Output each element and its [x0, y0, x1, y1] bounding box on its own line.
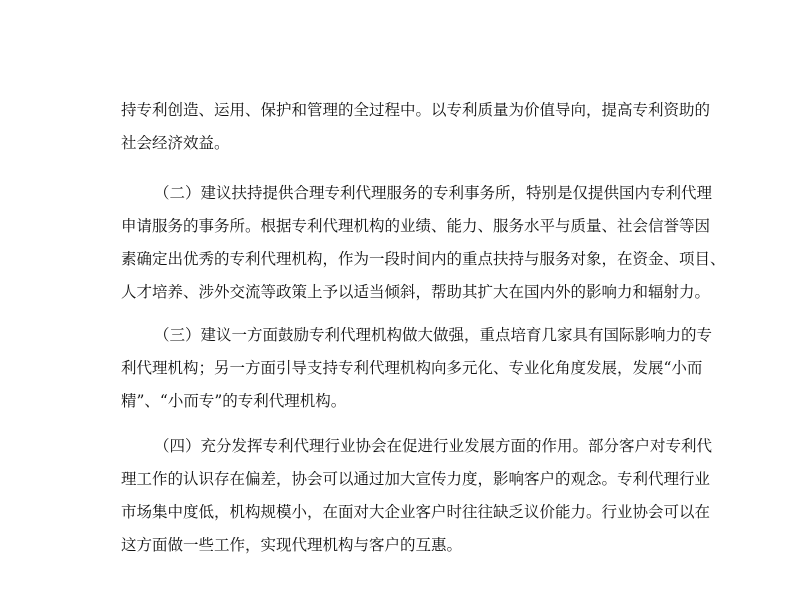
text-line: 利代理机构；另一方面引导支持专利代理机构向多元化、专业化角度发展，发展“小而 [121, 359, 703, 377]
text-line: （三）建议一方面鼓励专利代理机构做大做强，重点培育几家具有国际影响力的专 [154, 326, 713, 344]
text-line: 理工作的认识存在偏差，协会可以通过加大宣传力度，影响客户的观念。专利代理行业 [121, 470, 711, 488]
text-line: 精”、“小而专”的专利代理机构。 [121, 392, 347, 410]
text-line: 这方面做一些工作，实现代理机构与客户的互惠。 [121, 536, 463, 554]
text-line: 素确定出优秀的专利代理机构，作为一段时间内的重点扶持与服务对象，在资金、项目、 [121, 250, 726, 268]
text-line: （二）建议扶持提供合理专利代理服务的专利事务所，特别是仅提供国内专利代理 [154, 184, 713, 202]
text-line: 人才培养、涉外交流等政策上予以适当倾斜，帮助其扩大在国内外的影响力和辐射力。 [121, 283, 711, 301]
text-line: （四）充分发挥专利代理行业协会在促进行业发展方面的作用。部分客户对专利代 [154, 437, 713, 455]
text-line: 持专利创造、运用、保护和管理的全过程中。以专利质量为价值导向，提高专利资助的 [121, 101, 711, 119]
text-line: 市场集中度低，机构规模小，在面对大企业客户时往往缺乏议价能力。行业协会可以在 [121, 503, 711, 521]
text-line: 申请服务的事务所。根据专利代理机构的业绩、能力、服务水平与质量、社会信誉等因 [121, 217, 711, 235]
text-line: 社会经济效益。 [121, 134, 230, 152]
